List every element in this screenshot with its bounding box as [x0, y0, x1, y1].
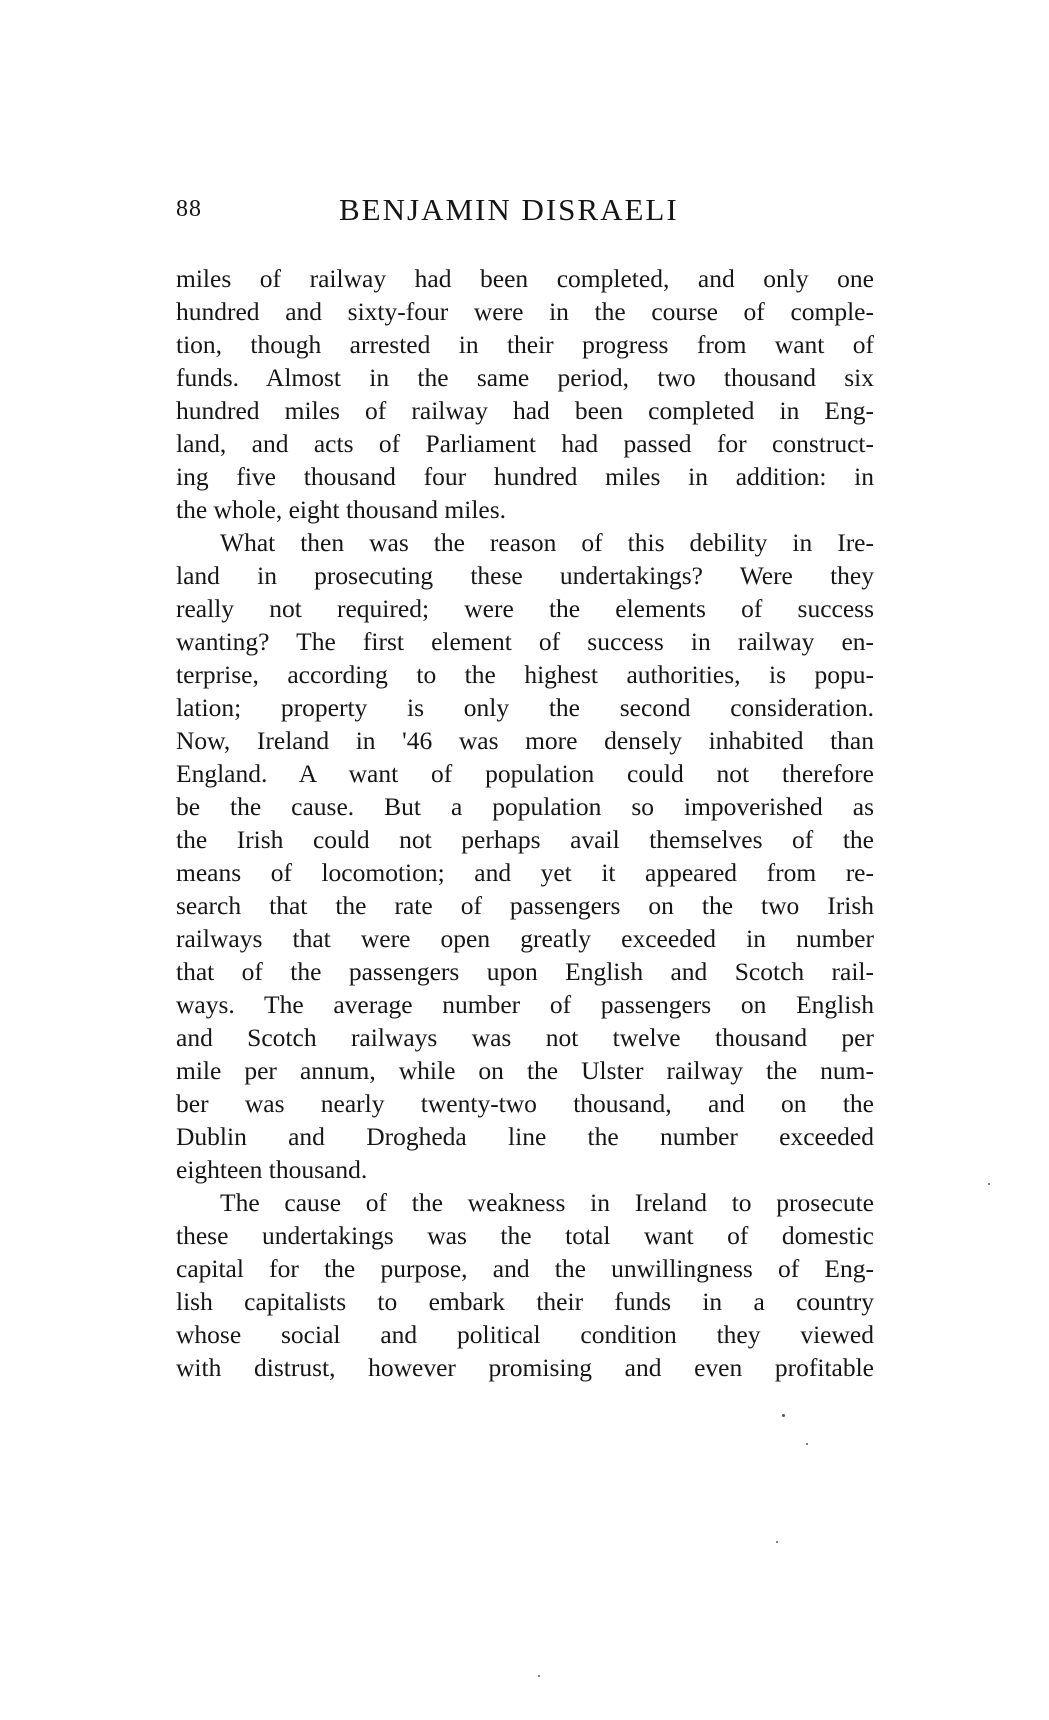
page-number: 88: [176, 196, 202, 222]
text-line: really not required; were the elements of success: [176, 594, 874, 623]
text-line: these undertakings was the total want of domestic: [176, 1221, 874, 1250]
text-line: hundred miles of railway had been completed in Eng-: [176, 396, 874, 425]
text-line: and Scotch railways was not twelve thousand per: [176, 1023, 874, 1052]
paragraph: [176, 526, 874, 1186]
text-line: ber was nearly twenty-two thousand, and on the: [176, 1089, 874, 1118]
text-line: miles of railway had been completed, and only one: [176, 264, 874, 293]
running-head: BENJAMIN DISRAELI: [339, 192, 679, 227]
text-line: England. A want of population could not therefore: [176, 759, 874, 788]
scan-speck: [806, 1443, 808, 1445]
text-line: land in prosecuting these undertakings? Were they: [176, 561, 874, 590]
text-line: whose social and political condition they viewed: [176, 1320, 874, 1349]
text-line: ing five thousand four hundred miles in addition: in: [176, 462, 874, 491]
text-line: lish capitalists to embark their funds in a country: [176, 1287, 874, 1316]
text-line: the Irish could not perhaps avail themselves of the: [176, 825, 874, 854]
text-line: tion, though arrested in their progress from want of: [176, 330, 874, 359]
text-line: Dublin and Drogheda line the number exceeded: [176, 1122, 874, 1151]
text-line: railways that were open greatly exceeded in number: [176, 924, 874, 953]
body-text: [176, 262, 874, 1384]
text-line: hundred and sixty-four were in the course of comple-: [176, 297, 874, 326]
text-line: terprise, according to the highest authorities, is popu-: [176, 660, 874, 689]
scan-speck: [538, 1675, 540, 1677]
text-line: with distrust, however promising and even profitable: [176, 1353, 874, 1382]
text-line: The cause of the weakness in Ireland to prosecute: [220, 1188, 874, 1217]
text-line: that of the passengers upon English and Scotch rail-: [176, 957, 874, 986]
text-line: funds. Almost in the same period, two thousand six: [176, 363, 874, 392]
text-line: search that the rate of passengers on the two Irish: [176, 891, 874, 920]
scan-speck: [776, 1541, 778, 1543]
page-header: [176, 192, 876, 236]
text-line: mile per annum, while on the Ulster railway the num-: [176, 1056, 874, 1085]
paragraph: [176, 262, 874, 526]
scan-speck: [988, 1183, 990, 1185]
scan-speck: [782, 1414, 785, 1417]
text-line: the whole, eight thousand miles.: [176, 495, 507, 524]
text-line: capital for the purpose, and the unwillingness of Eng-: [176, 1254, 874, 1283]
text-line: land, and acts of Parliament had passed for construct-: [176, 429, 874, 458]
text-line: eighteen thousand.: [176, 1155, 368, 1184]
text-line: wanting? The first element of success in railway en-: [176, 627, 874, 656]
text-line: ways. The average number of passengers on English: [176, 990, 874, 1019]
text-line: Now, Ireland in '46 was more densely inhabited than: [176, 726, 874, 755]
text-line: means of locomotion; and yet it appeared from re-: [176, 858, 874, 887]
text-line: lation; property is only the second consideration.: [176, 693, 874, 722]
text-line: be the cause. But a population so impoverished as: [176, 792, 874, 821]
paragraph: [176, 1186, 874, 1384]
text-line: What then was the reason of this debility in Ire-: [220, 528, 874, 557]
